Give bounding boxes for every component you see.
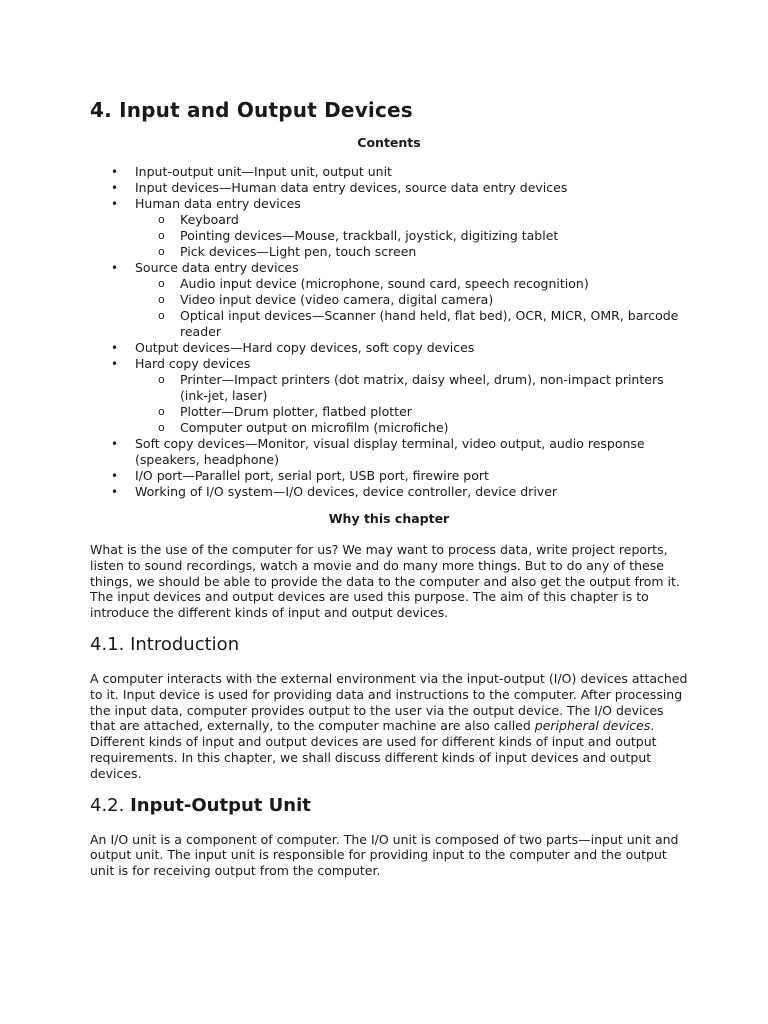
contents-heading: Contents [357,135,421,150]
chapter-title: 4. Input and Output Devices [90,98,413,122]
sub-list-item: o Plotter—Drum plotter, flatbed plotter [135,404,688,420]
why-chapter-heading: Why this chapter [328,511,450,526]
sub-list-item: o Pick devices—Light pen, touch screen [135,244,688,260]
input-output-unit-paragraph: An I/O unit is a component of computer. The I/O unit is composed of two parts—input unit and output unit. The input unit is responsible for providing input to the computer and the output unit is for receiving output from the computer. [90,831,679,879]
sub-list [135,276,688,340]
list-item: • Input-output unit—Input unit, output unit [90,164,688,180]
list-item: • Hard copy devices o Printer—Impact printers (dot matrix, daisy wheel, drum), non-impact printers (ink-jet, laser) o Plotter—Drum plotter, flatbed plotter o Computer output on microfilm (microfiche) [90,356,688,436]
sub-list-item: o Pointing devices—Mouse, trackball, joystick, digitizing tablet [135,228,688,244]
list-item: • Working of I/O system—I/O devices, device controller, device driver [90,484,688,500]
sub-list [135,372,688,436]
section-heading-input-output-unit [90,794,688,818]
sub-list-item: o Video input device (video camera, digital camera) [135,292,688,308]
sub-list [135,212,688,260]
list-item: • Output devices—Hard copy devices, soft copy devices [90,340,688,356]
section-title: Input-Output Unit [130,794,311,816]
peripheral-devices-term: peripheral devices [534,718,651,734]
list-item: • I/O port—Parallel port, serial port, USB port, firewire port [90,468,688,484]
list-item: • Input devices—Human data entry devices, source data entry devices [90,180,688,196]
sub-list-item: o Computer output on microfilm (microfiche) [135,420,688,436]
contents-list [90,164,688,500]
section-heading-introduction [90,633,688,657]
sub-list-item: o Printer—Impact printers (dot matrix, daisy wheel, drum), non-impact printers (ink-jet, laser) [135,372,688,404]
introduction-paragraph: A computer interacts with the external environment via the input-output (I/O) devices attached to it. Input device is used for providing data and instructions to the computer. After processing the input data, computer provides output to the user via the output device. The I/O devices that are attached, externally, to the computer machine are also called peripheral devices. Different kinds of input and output devices are used for different kinds of input and output requirements. In this chapter, we shall discuss different kinds of input devices and output devices. [90,670,688,781]
list-item: • Soft copy devices—Monitor, visual display terminal, video output, audio response (speakers, headphone) [90,436,688,468]
list-item: • Human data entry devices o Keyboard o Pointing devices—Mouse, trackball, joystick, digitizing tablet o Pick devices—Light pen, touch screen [90,196,688,260]
why-chapter-paragraph: What is the use of the computer for us? We may want to process data, write project reports, listen to sound recordings, watch a movie and do many more things. But to do any of these things, we should be able to provide the data to the computer and also get the output from it. The input devices and output devices are used this purpose. The aim of this chapter is to introduce the different kinds of input and output devices. [90,542,680,621]
sub-list-item: o Keyboard [135,212,688,228]
section-title: Introduction [130,633,240,655]
document-page [90,96,688,879]
sub-list-item: o Audio input device (microphone, sound card, speech recognition) [135,276,688,292]
section-number: 4.1. [90,633,125,655]
section-number: 4.2. [90,794,125,816]
sub-list-item: o Optical input devices—Scanner (hand held, flat bed), OCR, MICR, OMR, barcode reader [135,308,688,340]
list-item: • Source data entry devices o Audio input device (microphone, sound card, speech recognition) o Video input device (video camera, digital camera) o Optical input devices—Scanner (hand held, flat bed), OCR, MICR, OMR, barcode reader [90,260,688,340]
